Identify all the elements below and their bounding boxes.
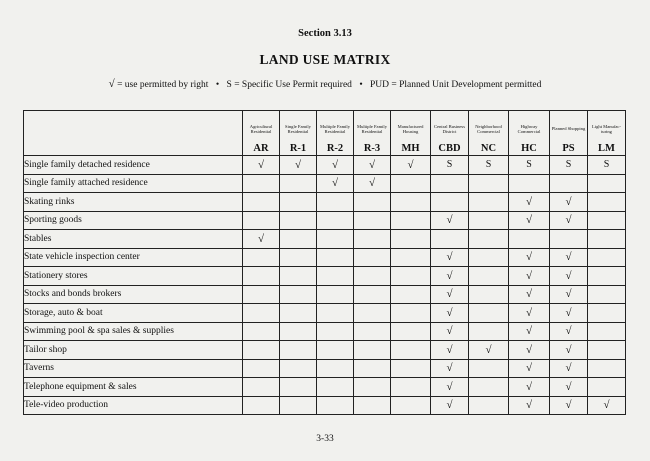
matrix-cell: √ bbox=[354, 174, 391, 193]
matrix-cell bbox=[280, 193, 317, 212]
land-use-label: Stables bbox=[24, 230, 243, 249]
matrix-cell bbox=[391, 285, 431, 304]
matrix-cell bbox=[391, 248, 431, 267]
column-code: PS bbox=[562, 143, 575, 154]
land-use-label: Storage, auto & boat bbox=[24, 304, 243, 323]
column-code: CBD bbox=[438, 143, 461, 154]
column-name: Neighborhood Commercial bbox=[475, 123, 502, 134]
matrix-cell bbox=[317, 267, 354, 286]
matrix-cell: S bbox=[588, 156, 626, 175]
matrix-cell bbox=[243, 304, 280, 323]
matrix-cell bbox=[469, 396, 509, 415]
matrix-body bbox=[24, 156, 626, 415]
matrix-cell bbox=[588, 359, 626, 378]
table-row bbox=[24, 174, 626, 193]
matrix-cell: √ bbox=[588, 396, 626, 415]
matrix-cell: √ bbox=[469, 341, 509, 360]
column-code: LM bbox=[598, 143, 615, 154]
matrix-cell: √ bbox=[509, 304, 550, 323]
matrix-cell bbox=[509, 174, 550, 193]
check-mark-icon: √ bbox=[108, 78, 115, 90]
matrix-cell bbox=[588, 341, 626, 360]
legend bbox=[0, 78, 650, 90]
matrix-cell bbox=[431, 193, 469, 212]
matrix-cell: √ bbox=[509, 378, 550, 397]
matrix-cell: √ bbox=[550, 378, 588, 397]
matrix-cell bbox=[317, 285, 354, 304]
matrix-cell: √ bbox=[550, 267, 588, 286]
land-use-label: Single family attached residence bbox=[24, 174, 243, 193]
matrix-cell bbox=[354, 193, 391, 212]
matrix-cell bbox=[588, 211, 626, 230]
matrix-cell bbox=[243, 378, 280, 397]
matrix-cell bbox=[354, 341, 391, 360]
table-row bbox=[24, 193, 626, 212]
matrix-cell bbox=[391, 396, 431, 415]
matrix-cell bbox=[354, 211, 391, 230]
legend-specific-use: S = Specific Use Permit required bbox=[226, 80, 352, 90]
matrix-cell: √ bbox=[431, 211, 469, 230]
matrix-cell: √ bbox=[317, 174, 354, 193]
matrix-cell: √ bbox=[550, 341, 588, 360]
matrix-cell: √ bbox=[431, 267, 469, 286]
page-number: 3-33 bbox=[316, 434, 334, 444]
matrix-cell bbox=[354, 322, 391, 341]
matrix-cell bbox=[469, 193, 509, 212]
matrix-cell bbox=[354, 230, 391, 249]
matrix-cell bbox=[280, 267, 317, 286]
section-number: Section 3.13 bbox=[298, 28, 352, 39]
matrix-cell bbox=[469, 211, 509, 230]
column-code: AR bbox=[253, 143, 269, 154]
matrix-cell bbox=[243, 285, 280, 304]
matrix-cell: S bbox=[431, 156, 469, 175]
matrix-cell bbox=[391, 341, 431, 360]
matrix-cell bbox=[391, 378, 431, 397]
matrix-cell bbox=[588, 248, 626, 267]
matrix-cell: √ bbox=[550, 359, 588, 378]
column-header bbox=[509, 111, 550, 156]
legend-bullet: • bbox=[215, 80, 220, 90]
column-name: Planned Shopping bbox=[551, 126, 586, 132]
matrix-cell: √ bbox=[431, 304, 469, 323]
table-row bbox=[24, 359, 626, 378]
matrix-cell: √ bbox=[431, 341, 469, 360]
matrix-cell: √ bbox=[431, 322, 469, 341]
matrix-cell bbox=[469, 248, 509, 267]
matrix-cell bbox=[354, 359, 391, 378]
column-header bbox=[391, 111, 431, 156]
table-row bbox=[24, 156, 626, 175]
matrix-cell bbox=[354, 267, 391, 286]
table-row bbox=[24, 378, 626, 397]
table-row bbox=[24, 396, 626, 415]
matrix-cell bbox=[317, 378, 354, 397]
matrix-cell: √ bbox=[509, 285, 550, 304]
matrix-cell bbox=[243, 211, 280, 230]
matrix-cell bbox=[469, 322, 509, 341]
column-header bbox=[280, 111, 317, 156]
matrix-cell bbox=[280, 322, 317, 341]
matrix-cell bbox=[469, 267, 509, 286]
matrix-cell bbox=[317, 341, 354, 360]
matrix-cell: S bbox=[509, 156, 550, 175]
matrix-cell: S bbox=[469, 156, 509, 175]
matrix-cell bbox=[588, 378, 626, 397]
matrix-cell: √ bbox=[550, 322, 588, 341]
matrix-cell: √ bbox=[243, 230, 280, 249]
matrix-cell bbox=[550, 174, 588, 193]
matrix-cell: √ bbox=[550, 285, 588, 304]
table-row bbox=[24, 304, 626, 323]
matrix-cell bbox=[354, 396, 391, 415]
matrix-cell bbox=[280, 378, 317, 397]
land-use-label: Skating rinks bbox=[24, 193, 243, 212]
column-name: Highway Commercial bbox=[517, 123, 541, 134]
column-code: R-1 bbox=[289, 143, 307, 154]
matrix-cell bbox=[243, 267, 280, 286]
matrix-cell bbox=[588, 193, 626, 212]
column-header bbox=[469, 111, 509, 156]
matrix-cell bbox=[588, 230, 626, 249]
matrix-cell bbox=[317, 322, 354, 341]
column-name: Multiple Family Residential bbox=[320, 123, 350, 134]
matrix-cell: √ bbox=[509, 396, 550, 415]
column-header bbox=[588, 111, 626, 156]
column-name: Light Manufac- turing bbox=[592, 123, 621, 134]
matrix-cell bbox=[469, 359, 509, 378]
table-row bbox=[24, 211, 626, 230]
matrix-cell bbox=[509, 230, 550, 249]
matrix-cell: √ bbox=[550, 396, 588, 415]
matrix-cell bbox=[431, 230, 469, 249]
matrix-cell bbox=[317, 304, 354, 323]
matrix-cell bbox=[243, 341, 280, 360]
column-header bbox=[243, 111, 280, 156]
legend-bullet: • bbox=[359, 80, 363, 90]
matrix-cell: √ bbox=[317, 156, 354, 175]
matrix-cell: √ bbox=[509, 322, 550, 341]
table-row bbox=[24, 341, 626, 360]
land-use-label: Tailor shop bbox=[24, 341, 243, 360]
document-title: LAND USE MATRIX bbox=[259, 52, 391, 67]
matrix-cell bbox=[391, 304, 431, 323]
matrix-cell: √ bbox=[550, 304, 588, 323]
matrix-cell bbox=[588, 174, 626, 193]
matrix-cell: √ bbox=[431, 248, 469, 267]
matrix-cell bbox=[317, 193, 354, 212]
matrix-cell bbox=[317, 359, 354, 378]
land-use-label: Swimming pool & spa sales & supplies bbox=[24, 322, 243, 341]
matrix-cell: √ bbox=[509, 211, 550, 230]
column-header bbox=[354, 111, 391, 156]
matrix-cell bbox=[280, 211, 317, 230]
matrix-cell bbox=[469, 285, 509, 304]
land-use-label: Stocks and bonds brokers bbox=[24, 285, 243, 304]
matrix-cell bbox=[354, 378, 391, 397]
matrix-cell bbox=[280, 341, 317, 360]
matrix-cell bbox=[317, 211, 354, 230]
matrix-cell: √ bbox=[550, 248, 588, 267]
matrix-cell bbox=[469, 230, 509, 249]
legend-pud: PUD = Planned Unit Development permitted bbox=[370, 80, 542, 90]
matrix-cell bbox=[354, 248, 391, 267]
matrix-cell bbox=[354, 304, 391, 323]
matrix-cell bbox=[243, 359, 280, 378]
column-header bbox=[431, 111, 469, 156]
table-row bbox=[24, 267, 626, 286]
table-row bbox=[24, 285, 626, 304]
matrix-cell bbox=[280, 396, 317, 415]
matrix-cell: √ bbox=[391, 156, 431, 175]
matrix-cell bbox=[588, 285, 626, 304]
land-use-label: Tele-video production bbox=[24, 396, 243, 415]
matrix-cell bbox=[280, 304, 317, 323]
land-use-matrix-table bbox=[23, 110, 626, 415]
matrix-cell bbox=[588, 322, 626, 341]
matrix-cell bbox=[280, 285, 317, 304]
header-corner-cell bbox=[24, 111, 243, 156]
matrix-cell: √ bbox=[509, 341, 550, 360]
matrix-cell bbox=[243, 193, 280, 212]
matrix-cell bbox=[588, 267, 626, 286]
matrix-cell bbox=[317, 248, 354, 267]
matrix-cell bbox=[243, 396, 280, 415]
matrix-cell bbox=[391, 359, 431, 378]
matrix-cell bbox=[243, 174, 280, 193]
matrix-cell bbox=[280, 174, 317, 193]
matrix-cell bbox=[550, 230, 588, 249]
matrix-cell: √ bbox=[509, 193, 550, 212]
land-use-label: Sporting goods bbox=[24, 211, 243, 230]
matrix-cell bbox=[280, 230, 317, 249]
matrix-cell: √ bbox=[509, 267, 550, 286]
matrix-cell: √ bbox=[354, 156, 391, 175]
matrix-cell: √ bbox=[509, 248, 550, 267]
matrix-cell bbox=[317, 230, 354, 249]
header-row bbox=[24, 111, 626, 156]
column-code: HC bbox=[521, 143, 537, 154]
matrix-cell: S bbox=[550, 156, 588, 175]
legend-permitted-by-right: = use permitted by right bbox=[117, 80, 209, 90]
matrix-cell: √ bbox=[280, 156, 317, 175]
matrix-cell: √ bbox=[431, 285, 469, 304]
land-use-label: Taverns bbox=[24, 359, 243, 378]
column-name: Manufactured Housing bbox=[397, 123, 424, 134]
column-name: Central Business District bbox=[433, 123, 465, 134]
column-name: Single Family Residential bbox=[285, 123, 311, 134]
matrix-cell: √ bbox=[431, 359, 469, 378]
land-use-label: Stationery stores bbox=[24, 267, 243, 286]
land-use-label: Telephone equipment & sales bbox=[24, 378, 243, 397]
table-row bbox=[24, 322, 626, 341]
matrix-cell bbox=[391, 267, 431, 286]
matrix-cell bbox=[588, 304, 626, 323]
matrix-cell bbox=[469, 174, 509, 193]
matrix-cell bbox=[391, 230, 431, 249]
column-name: Agricultural Residential bbox=[249, 123, 273, 134]
table-row bbox=[24, 248, 626, 267]
matrix-cell bbox=[431, 174, 469, 193]
matrix-cell: √ bbox=[509, 359, 550, 378]
matrix-cell bbox=[243, 322, 280, 341]
matrix-cell bbox=[469, 378, 509, 397]
matrix-cell: √ bbox=[431, 396, 469, 415]
matrix-cell bbox=[469, 304, 509, 323]
column-code: R-3 bbox=[363, 143, 381, 154]
column-header bbox=[550, 111, 588, 156]
matrix-cell bbox=[391, 211, 431, 230]
matrix-cell bbox=[243, 248, 280, 267]
matrix-cell: √ bbox=[243, 156, 280, 175]
land-use-label: State vehicle inspection center bbox=[24, 248, 243, 267]
column-code: R-2 bbox=[326, 143, 344, 154]
matrix-cell: √ bbox=[550, 211, 588, 230]
column-code: MH bbox=[401, 143, 420, 154]
matrix-cell: √ bbox=[431, 378, 469, 397]
matrix-cell bbox=[317, 396, 354, 415]
column-name: Multiple Family Residential bbox=[357, 123, 387, 134]
matrix-cell bbox=[391, 322, 431, 341]
table-row bbox=[24, 230, 626, 249]
matrix-cell: √ bbox=[550, 193, 588, 212]
land-use-label: Single family detached residence bbox=[24, 156, 243, 175]
matrix-cell bbox=[354, 285, 391, 304]
column-code: NC bbox=[480, 143, 497, 154]
matrix-cell bbox=[280, 248, 317, 267]
matrix-cell bbox=[391, 193, 431, 212]
matrix-cell bbox=[280, 359, 317, 378]
matrix-cell bbox=[391, 174, 431, 193]
column-header bbox=[317, 111, 354, 156]
